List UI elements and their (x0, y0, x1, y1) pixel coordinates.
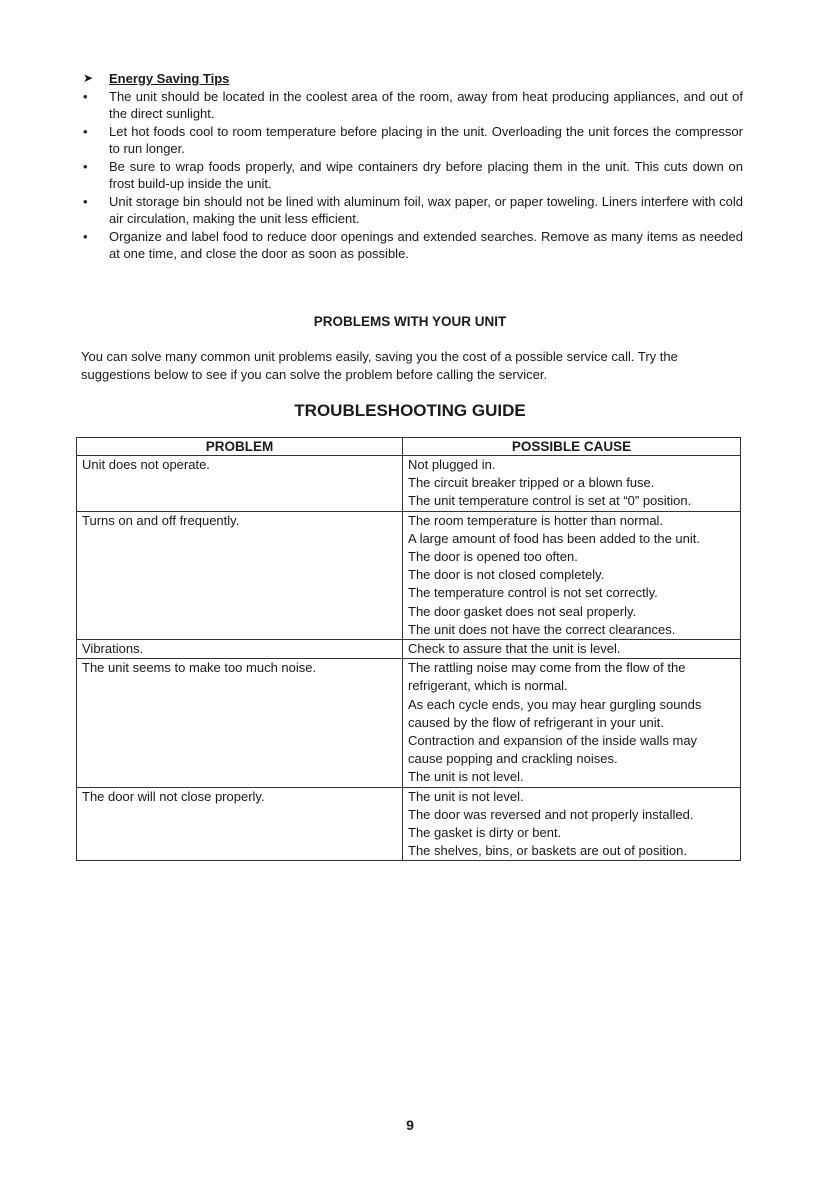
tip-text: Unit storage bin should not be lined with aluminum foil, wax paper, or paper toweling. Liners interfere with cold air circulation, making the unit less efficient. (109, 194, 743, 226)
page-number: 9 (406, 1117, 414, 1133)
tip-text: The unit should be located in the coolest area of the room, away from heat producing appliances, and out of the direct sunlight. (109, 89, 743, 121)
column-header-problem: PROBLEM (77, 438, 403, 456)
table-header-row (77, 438, 741, 456)
tip-item (83, 228, 743, 262)
bullet-icon (83, 193, 109, 227)
problem-cell: The unit seems to make too much noise. (77, 659, 403, 787)
cause-line: The gasket is dirty or bent. (408, 825, 562, 841)
cause-cell (403, 640, 741, 659)
energy-tips-heading-row (83, 70, 743, 87)
table-row (77, 787, 741, 861)
tip-text: Organize and label food to reduce door openings and extended searches. Remove as many items as needed at one time, and close the door as soon as possible. (109, 229, 743, 261)
cause-line: As each cycle ends, you may hear gurgling sounds caused by the flow of refrigerant in your unit. (408, 696, 702, 730)
bullet-icon (83, 123, 109, 157)
cause-cell (403, 511, 741, 639)
energy-tips-section (83, 70, 743, 262)
cause-line: The room temperature is hotter than normal. (408, 512, 664, 528)
table-row (77, 640, 741, 659)
cause-line: Not plugged in. (408, 457, 496, 472)
tip-text: Be sure to wrap foods properly, and wipe containers dry before placing them in the unit. This cuts down on frost build-up inside the unit. (109, 159, 743, 191)
table-row (77, 511, 741, 639)
tip-item (83, 193, 743, 227)
cause-cell (403, 456, 741, 512)
cause-line: The unit is not level. (408, 769, 524, 785)
energy-tips-heading: Energy Saving Tips (109, 71, 230, 86)
troubleshooting-guide-title: TROUBLESHOOTING GUIDE (294, 401, 526, 420)
tip-item (83, 123, 743, 157)
cause-line: A large amount of food has been added to the unit. (408, 530, 700, 546)
cause-line: The door is opened too often. (408, 549, 578, 565)
cause-line: The unit temperature control is set at “0” position. (408, 493, 692, 509)
cause-line: The door gasket does not seal properly. (408, 603, 637, 619)
cause-line: The rattling noise may come from the flow of the refrigerant, which is normal. (408, 660, 686, 694)
cause-line: The circuit breaker tripped or a blown fuse. (408, 475, 655, 491)
bullet-icon (83, 88, 109, 122)
cause-line: The temperature control is not set correctly. (408, 585, 658, 601)
cause-line: The shelves, bins, or baskets are out of position. (408, 843, 687, 859)
tip-text: Let hot foods cool to room temperature before placing in the unit. Overloading the unit forces the compressor to run longer. (109, 124, 743, 156)
cause-cell (403, 787, 741, 861)
problems-heading: PROBLEMS WITH YOUR UNIT (313, 314, 507, 329)
arrow-bullet-icon: ➤ (83, 71, 94, 85)
cause-line: The door is not closed completely. (408, 567, 605, 583)
cause-line: The door was reversed and not properly installed. (408, 806, 694, 822)
tip-item (83, 158, 743, 192)
cause-cell (403, 659, 741, 787)
problem-cell: Unit does not operate. (77, 456, 403, 512)
cause-line: The unit does not have the correct clearances. (408, 621, 676, 637)
troubleshooting-table (76, 437, 741, 861)
cause-line: The unit is not level. (408, 788, 524, 804)
bullet-icon (83, 228, 109, 262)
intro-paragraph: You can solve many common unit problems easily, saving you the cost of a possible service call. Try the suggestions below to see if you can solve the problem before calling the servicer. (81, 349, 678, 382)
problem-cell: Vibrations. (77, 640, 403, 659)
column-header-cause: POSSIBLE CAUSE (403, 438, 741, 456)
cause-line: Check to assure that the unit is level. (408, 641, 621, 657)
tip-item (83, 88, 743, 122)
table-row (77, 659, 741, 787)
cause-line: Contraction and expansion of the inside walls may cause popping and crackling noises. (408, 733, 698, 767)
problem-cell: The door will not close properly. (77, 787, 403, 861)
problem-cell: Turns on and off frequently. (77, 511, 403, 639)
table-row (77, 456, 741, 512)
bullet-icon (83, 158, 109, 192)
